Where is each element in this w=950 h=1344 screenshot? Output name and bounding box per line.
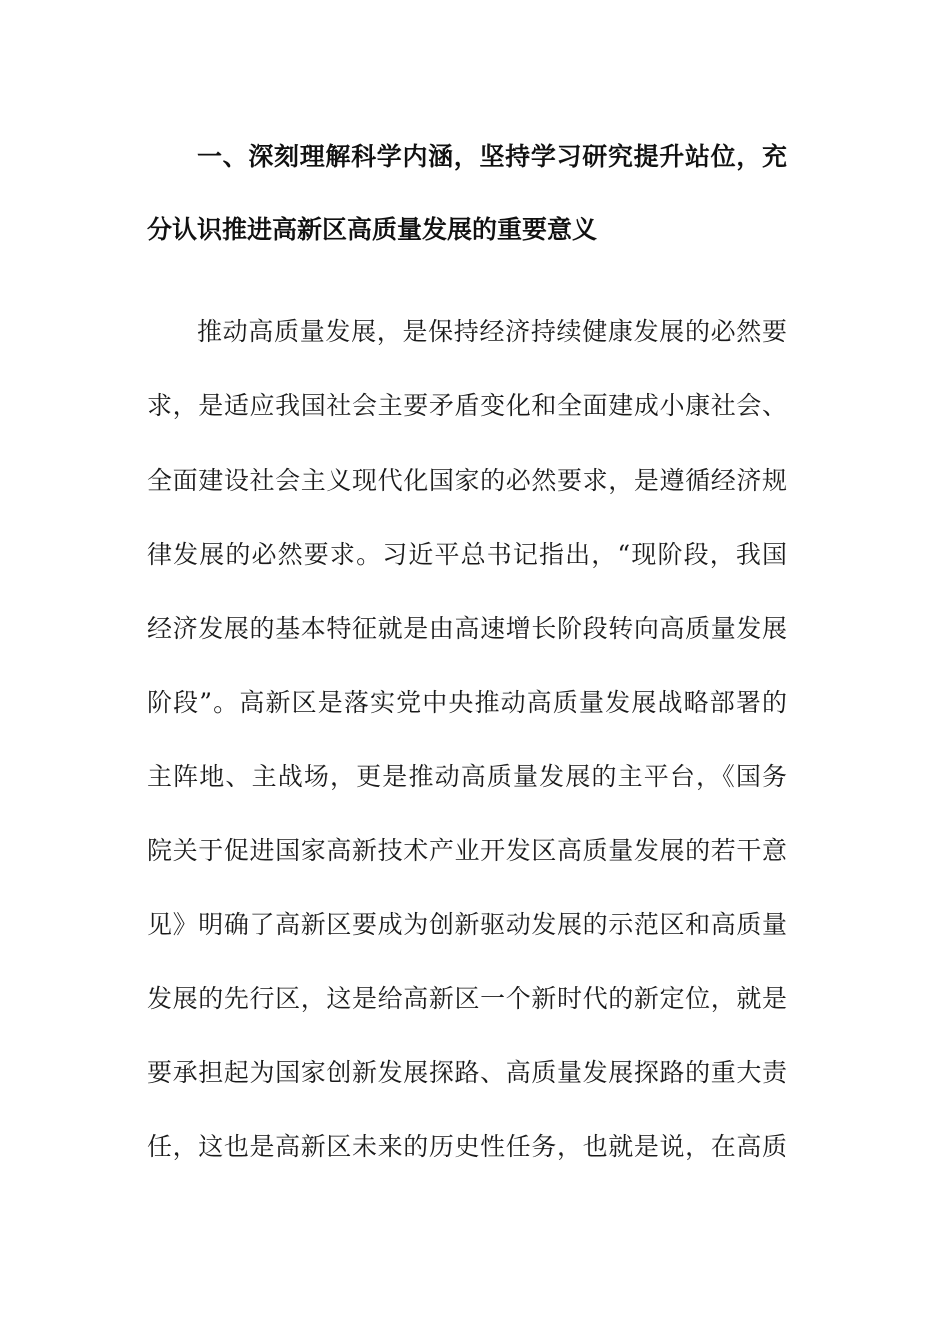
paragraph-line: 律发展的必然要求。习近平总书记指出，“现阶段，我国 — [147, 540, 787, 569]
paragraph-line: 任，这也是高新区未来的历史性任务，也就是说，在高质 — [147, 1132, 787, 1161]
section-heading-line-1: 一、深刻理解科学内涵，坚持学习研究提升站位，充 — [197, 142, 787, 171]
paragraph-line: 发展的先行区，这是给高新区一个新时代的新定位，就是 — [147, 984, 787, 1013]
paragraph-line: 要承担起为国家创新发展探路、高质量发展探路的重大责 — [147, 1058, 787, 1087]
paragraph-line: 阶段”。高新区是落实党中央推动高质量发展战略部署的 — [147, 688, 787, 717]
paragraph-line: 院关于促进国家高新技术产业开发区高质量发展的若干意 — [147, 836, 787, 865]
paragraph-line: 求，是适应我国社会主要矛盾变化和全面建成小康社会、 — [147, 391, 787, 420]
paragraph-line: 全面建设社会主义现代化国家的必然要求，是遵循经济规 — [147, 466, 787, 495]
section-heading-line-2: 分认识推进高新区高质量发展的重要意义 — [147, 215, 598, 244]
paragraph-line: 经济发展的基本特征就是由高速增长阶段转向高质量发展 — [147, 614, 787, 643]
paragraph-line: 主阵地、主战场，更是推动高质量发展的主平台，《国务 — [147, 762, 787, 791]
paragraph-line: 推动高质量发展，是保持经济持续健康发展的必然要 — [197, 317, 787, 346]
paragraph-line: 见》明确了高新区要成为创新驱动发展的示范区和高质量 — [147, 910, 787, 939]
